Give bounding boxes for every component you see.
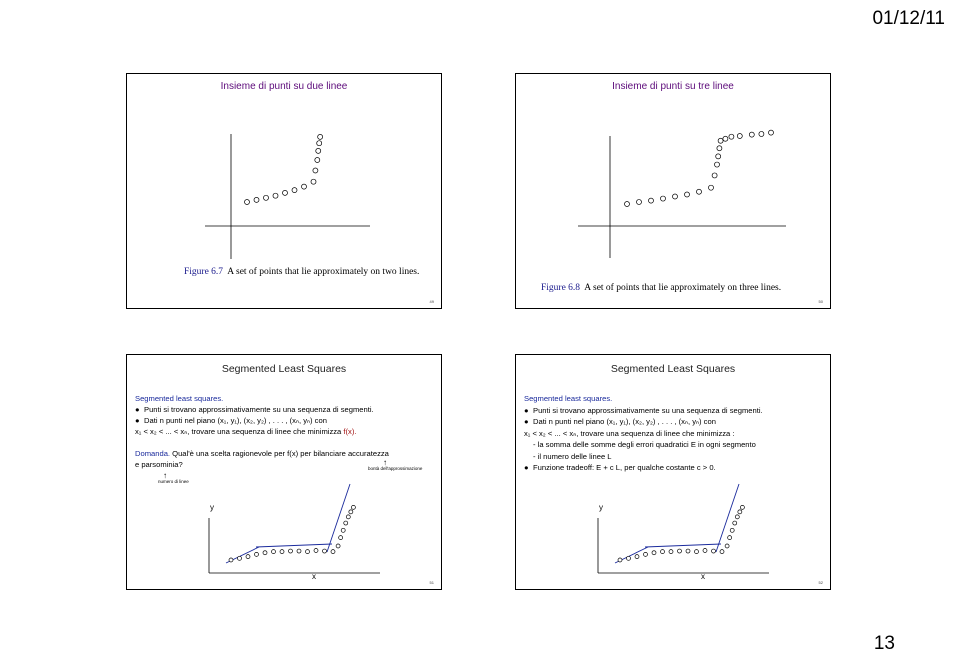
intro: Segmented least squares. xyxy=(524,394,613,403)
data-point xyxy=(264,195,269,200)
data-point xyxy=(314,548,318,552)
slide-number: 52 xyxy=(818,580,823,585)
segmented-plot xyxy=(127,355,443,591)
data-point xyxy=(740,505,744,509)
slide-heading: Segmented Least Squares xyxy=(610,363,736,375)
figure-text: A set of points that lie approximately on two lines. xyxy=(227,267,420,277)
figure-label: Figure 6.8 xyxy=(541,283,581,293)
data-point xyxy=(669,550,673,554)
data-point xyxy=(738,510,742,514)
data-point xyxy=(735,515,739,519)
data-point xyxy=(644,552,648,556)
data-point xyxy=(245,200,250,205)
data-point xyxy=(685,192,690,197)
slide-three-lines xyxy=(515,73,831,309)
data-point xyxy=(712,549,716,553)
data-point xyxy=(344,521,348,525)
data-point xyxy=(316,148,321,153)
data-point xyxy=(238,556,242,560)
data-point xyxy=(720,550,724,554)
question: Domanda. Qual'è una scelta ragionevole per f(x) per bilanciare accuratezza xyxy=(135,449,389,458)
data-point xyxy=(709,185,714,190)
data-point xyxy=(718,138,723,143)
data-point xyxy=(733,521,737,525)
text-line: x₁ < x₂ < ... < xₙ, trovare una sequenza di linee che minimizza f(x). xyxy=(135,427,357,436)
data-point xyxy=(686,549,690,553)
bullet-item: ● Dati n punti nel piano (x₁, y₁), (x₂, y₂) , . . . , (xₙ, yₙ) con xyxy=(524,417,716,426)
figure-caption xyxy=(541,283,781,293)
slide-number: 49 xyxy=(429,299,434,304)
data-point xyxy=(618,558,622,562)
fx-label: f(x). xyxy=(343,427,357,436)
data-point xyxy=(729,134,734,139)
bullet-item: ● Punti si trovano approssimativamente su una sequenza di segmenti. xyxy=(524,405,763,415)
data-point xyxy=(627,556,631,560)
data-point xyxy=(306,550,310,554)
y-axis-label: y xyxy=(210,503,214,512)
data-point xyxy=(292,188,297,193)
data-point xyxy=(703,548,707,552)
note-lines: numero di linee xyxy=(158,479,189,484)
data-point xyxy=(637,199,642,204)
data-point xyxy=(661,196,666,201)
data-point xyxy=(263,551,267,555)
segmented-plot xyxy=(516,355,832,591)
data-point xyxy=(317,141,322,146)
data-point xyxy=(331,550,335,554)
data-point xyxy=(769,130,774,135)
bullet-item: ● Punti si trovano approssimativamente su una sequenza di segmenti. xyxy=(135,405,374,414)
slide-segmented-1 xyxy=(126,354,442,590)
data-point xyxy=(341,528,345,532)
arrow-up-icon: ↑ xyxy=(383,458,387,467)
data-point xyxy=(318,134,323,139)
slide-heading: Segmented Least Squares xyxy=(221,363,347,375)
data-point xyxy=(717,146,722,151)
data-point xyxy=(351,505,355,509)
x-axis-label: x xyxy=(312,572,316,581)
data-point xyxy=(315,158,320,163)
data-point xyxy=(673,194,678,199)
x-axis-label: x xyxy=(701,572,705,581)
data-point xyxy=(715,162,720,167)
data-point xyxy=(737,134,742,139)
figure-text: A set of points that lie approximately on three lines. xyxy=(584,283,782,293)
data-point xyxy=(728,536,732,540)
data-point xyxy=(697,189,702,194)
data-point xyxy=(273,193,278,198)
slide-two-lines xyxy=(126,73,442,309)
question-cont: e parsominia? xyxy=(135,460,183,469)
figure-label: Figure 6.7 xyxy=(184,267,224,277)
data-point xyxy=(649,198,654,203)
page-number: 13 xyxy=(873,633,895,654)
slide-title: Insieme di punti su tre linee xyxy=(612,81,734,92)
data-point xyxy=(678,549,682,553)
data-point xyxy=(272,550,276,554)
data-point xyxy=(730,528,734,532)
data-point xyxy=(635,555,639,559)
data-point xyxy=(716,154,721,159)
data-point xyxy=(695,550,699,554)
data-point xyxy=(661,550,665,554)
data-point xyxy=(625,202,630,207)
slide-number: 50 xyxy=(818,299,823,304)
bullet-item: ● Funzione tradeoff: E + c L, per qualche costante c > 0. xyxy=(524,463,716,472)
note-accuracy: bontà dell'approssimazione xyxy=(368,466,423,471)
data-point xyxy=(283,190,288,195)
data-point xyxy=(323,549,327,553)
data-point xyxy=(749,132,754,137)
fit-segment xyxy=(645,544,721,547)
intro: Segmented least squares. xyxy=(135,394,224,403)
data-point xyxy=(302,184,307,189)
sub-item: - il numero delle linee L xyxy=(533,451,612,461)
data-point xyxy=(254,197,259,202)
data-point xyxy=(280,550,284,554)
data-point xyxy=(313,168,318,173)
data-point xyxy=(311,179,316,184)
data-point xyxy=(652,551,656,555)
slide-title: Insieme di punti su due linee xyxy=(220,81,348,92)
data-point xyxy=(346,515,350,519)
data-point xyxy=(255,552,259,556)
data-point xyxy=(336,544,340,548)
data-point xyxy=(246,555,250,559)
slide-segmented-2 xyxy=(515,354,831,590)
text-line: x₁ < x₂ < ... < xₙ, trovare una sequenza di linee che minimizza : xyxy=(524,428,735,438)
scatter-plot xyxy=(516,74,832,310)
bullet-item: ● Dati n punti nel piano (x₁, y₁), (x₂, y₂) , . . . , (xₙ, yₙ) con xyxy=(135,416,327,425)
data-point xyxy=(289,549,293,553)
arrow-up-icon: ↑ xyxy=(163,471,167,480)
y-axis-label: y xyxy=(599,503,603,512)
data-point xyxy=(725,544,729,548)
data-point xyxy=(723,136,728,141)
data-point xyxy=(349,510,353,514)
data-point xyxy=(297,549,301,553)
date: 01/12/11 xyxy=(872,8,945,29)
sub-item: - la somma delle somme degli errori quadratici E in ogni segmento xyxy=(533,440,756,449)
fit-segment xyxy=(256,544,332,547)
data-point xyxy=(339,536,343,540)
figure-caption xyxy=(184,267,419,277)
data-point xyxy=(759,131,764,136)
data-point xyxy=(229,558,233,562)
slide-number: 51 xyxy=(429,580,434,585)
data-point xyxy=(712,173,717,178)
